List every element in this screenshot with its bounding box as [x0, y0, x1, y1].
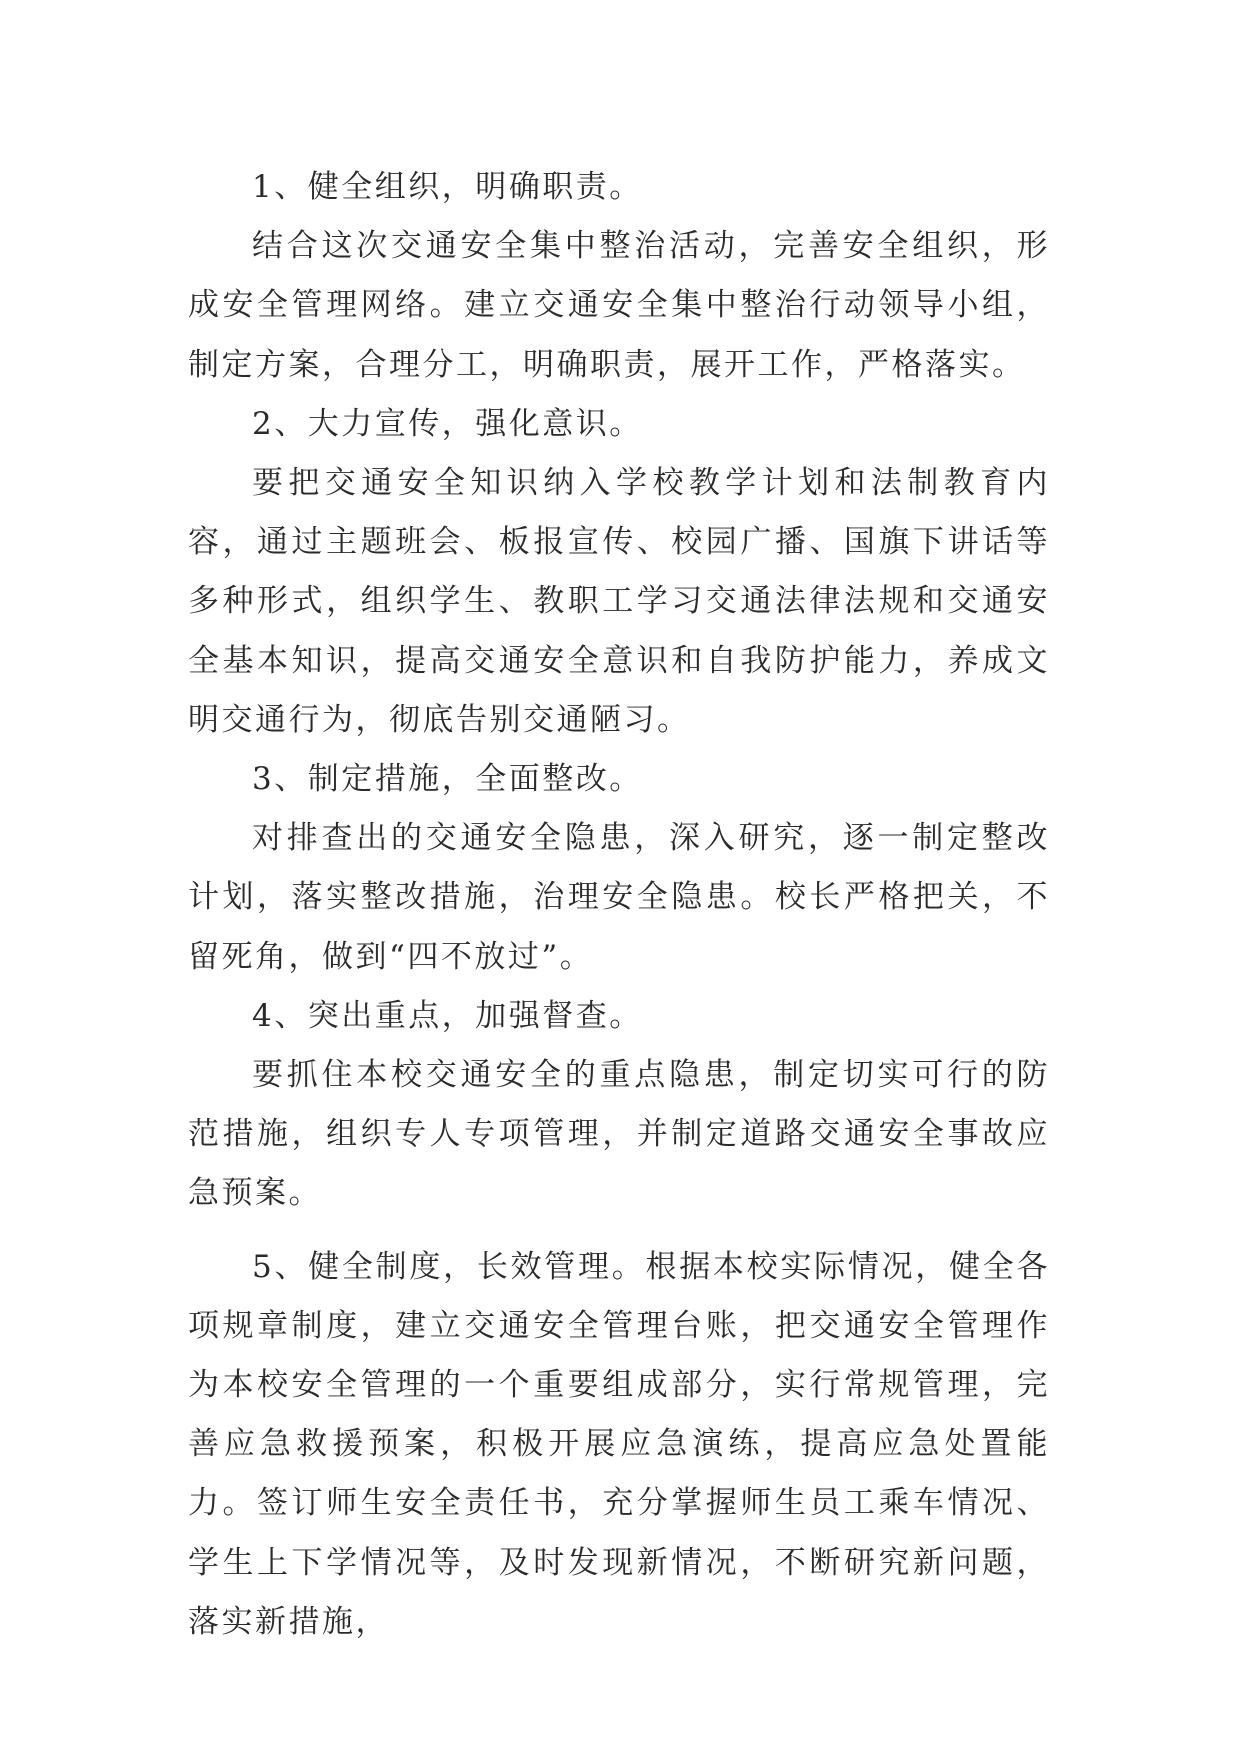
section-5-paragraph: 5、健全制度，长效管理。根据本校实际情况，健全各项规章制度，建立交通安全管理台账，把交通安全管理作为本校安全管理的一个重要组成部分，实行常规管理，完善应急救援预案，积极开展应急演练，提高应急处置能力。签订师生安全责任书，充分掌握师生员工乘车情况、学生上下学情况等，及时发现新情况，不断研究新问题，落实新措施，: [188, 1248, 1050, 1640]
section-2-heading: 2、大力宣传，强化意识。: [252, 405, 643, 442]
section-1-body: 结合这次交通安全集中整治活动，完善安全组织，形成安全管理网络。建立交通安全集中整治行动领导小组，制定方案，合理分工，明确职责，展开工作，严格落实。: [188, 228, 1050, 383]
section-3-body: 对排查出的交通安全隐患，深入研究，逐一制定整改计划，落实整改措施，治理安全隐患。校长严格把关，不留死角，做到“四不放过”。: [188, 820, 1050, 975]
section-4-heading: 4、突出重点，加强督查。: [252, 997, 643, 1034]
document-body: [188, 158, 1050, 1652]
section-4-body: 要抓住本校交通安全的重点隐患，制定切实可行的防范措施，组织专人专项管理，并制定道路交通安全事故应急预案。: [188, 1057, 1050, 1212]
section-3-heading: 3、制定措施，全面整改。: [252, 761, 643, 798]
section-1-heading: 1、健全组织，明确职责。: [252, 169, 643, 205]
section-2-body: 要把交通安全知识纳入学校教学计划和法制教育内容，通过主题班会、板报宣传、校园广播、国旗下讲话等多种形式，组织学生、教职工学习交通法律法规和交通安全基本知识，提高交通安全意识和自我防护能力，养成文明交通行为，彻底告别交通陋习。: [188, 465, 1050, 738]
